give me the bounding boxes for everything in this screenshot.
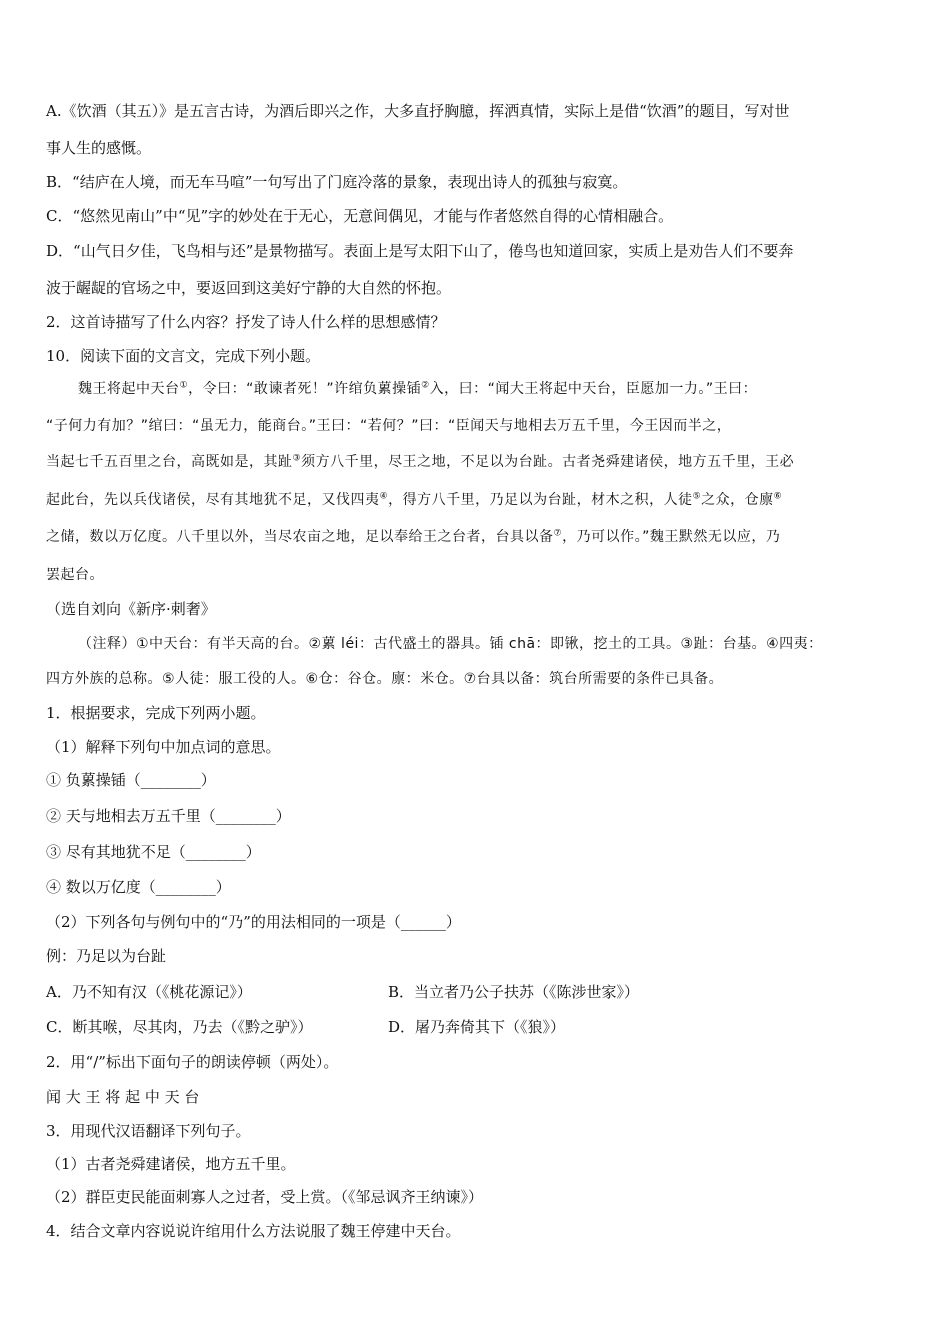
passage-source: （选自刘向《新序·刺奢》 [46, 600, 216, 618]
sub1-example: 例：乃足以为台趾 [46, 947, 167, 965]
sub1-option-c: C．断其喉，尽其肉，乃去（《黔之驴》） [46, 1018, 313, 1036]
q9-option-a-line1: A.《饮酒（其五）》是五言古诗，为酒后即兴之作，大多直抒胸臆，挥洒真情，实际上是借“饮酒”的题目，写对世 [46, 102, 790, 120]
sub1-item-3: ③ 尽有其地犹不足（________） [46, 843, 261, 861]
sub1-item-2: ② 天与地相去万五千里（________） [46, 807, 291, 825]
footnote-mark: ② [421, 380, 430, 391]
passage-text: 须方八千里，尽王之地，不足以为台趾。古者尧舜建诸侯，地方五千里，王必 [301, 454, 795, 470]
footnote-mark: ③ [292, 453, 302, 464]
passage-text: 魏王将起中天台 [78, 381, 180, 397]
passage-line-6: 罢起台。 [46, 567, 104, 583]
sub4-question: 4．结合文章内容说说许绾用什么方法说服了魏王停建中天台。 [46, 1222, 461, 1240]
sub2-sentence: 闻 大 王 将 起 中 天 台 [46, 1088, 200, 1106]
sub1-option-a: A．乃不知有汉（《桃花源记》） [46, 983, 252, 1001]
q10-header: 10．阅读下面的文言文，完成下列小题。 [46, 347, 321, 365]
sub3-sentence-1: （1）古者尧舜建诸侯，地方五千里。 [46, 1155, 296, 1173]
passage-line-2: “子何力有加？”绾曰：“虽无力，能商台。”王曰：“若何？”曰：“臣闻天与地相去万五千里，今王因而半之， [46, 418, 732, 434]
footnote-mark: ④ [379, 491, 389, 502]
notes-line-2: 四方外族的总称。⑤人徒：服工役的人。⑥仓：谷仓。廪：米仓。⑦台具以备：筑台所需要的条件已具备。 [46, 671, 724, 687]
passage-text: 当起七千五百里之台，高既如是，其趾 [46, 454, 293, 470]
passage-text: 入，曰：“闻大王将起中天台，臣愿加一力。”王曰： [429, 381, 758, 397]
footnote-mark: ⑦ [553, 528, 563, 539]
sub1-part1: （1）解释下列句中加点词的意思。 [46, 738, 281, 756]
sub3-sentence-2: （2）群臣吏民能面刺寡人之过者，受上赏。（《邹忌讽齐王纳谏》） [46, 1188, 484, 1206]
q9-option-a-line2: 事人生的感慨。 [46, 139, 152, 157]
sub1-item-1: ① 负蔂操锸（________） [46, 771, 216, 789]
footnote-mark: ⑤ [692, 491, 702, 502]
sub1-option-d: D．屠乃奔倚其下（《狼》） [388, 1018, 566, 1036]
passage-text: 之储，数以万亿度。八千里以外，当尽农亩之地，足以奉给王之台者，台具以备 [46, 529, 554, 545]
q9-option-b: B．“结庐在人境，而无车马喧”一句写出了门庭冷落的景象，表现出诗人的孤独与寂寞。 [46, 173, 628, 191]
passage-line-5 [46, 527, 780, 547]
sub2-header: 2．用“/”标出下面句子的朗读停顿（两处）。 [46, 1053, 339, 1071]
passage-line-3 [46, 452, 794, 472]
passage-text: ，令曰：“敢谏者死！”许绾负蔂操锸 [188, 381, 422, 397]
passage-text: 起此台，先以兵伐诸侯，尽有其地犹不足，又伐四夷 [46, 492, 380, 508]
footnote-mark: ⑥ [773, 491, 783, 502]
q9-subquestion-2: 2．这首诗描写了什么内容？抒发了诗人什么样的思想感情？ [46, 313, 446, 331]
q9-option-d-line1: D．“山气日夕佳，飞鸟相与还”是景物描写。表面上是写太阳下山了，倦鸟也知道回家，实质上是劝告人们不要奔 [46, 242, 794, 260]
passage-text: ，得方八千里，乃足以为台趾，材木之积，人徒 [388, 492, 693, 508]
passage-text: ，乃可以作。”魏王默然无以应，乃 [562, 529, 781, 545]
footnote-mark: ① [179, 380, 189, 391]
passage-text: 之众，仓廪 [701, 492, 774, 508]
passage-line-4 [46, 490, 782, 510]
sub1-header: 1．根据要求，完成下列两小题。 [46, 704, 266, 722]
sub3-header: 3．用现代汉语翻译下列句子。 [46, 1122, 251, 1140]
notes-line-1: （注释）①中天台：有半天高的台。②蔂 léi：古代盛土的器具。锸 chā：即锹，挖土的工具。③趾：台基。④四夷： [78, 636, 823, 652]
sub1-option-b: B．当立者乃公子扶苏（《陈涉世家》） [388, 983, 640, 1001]
q9-option-d-line2: 波于龌龊的官场之中，要返回到这美好宁静的大自然的怀抱。 [46, 279, 452, 297]
sub1-part2: （2）下列各句与例句中的“乃”的用法相同的一项是（______） [46, 913, 461, 931]
passage-line-1 [78, 379, 757, 399]
sub1-item-4: ④ 数以万亿度（________） [46, 878, 231, 896]
q9-option-c: C．“悠然见南山”中“见”字的妙处在于无心，无意间偶见，才能与作者悠然自得的心情相融合。 [46, 207, 674, 225]
